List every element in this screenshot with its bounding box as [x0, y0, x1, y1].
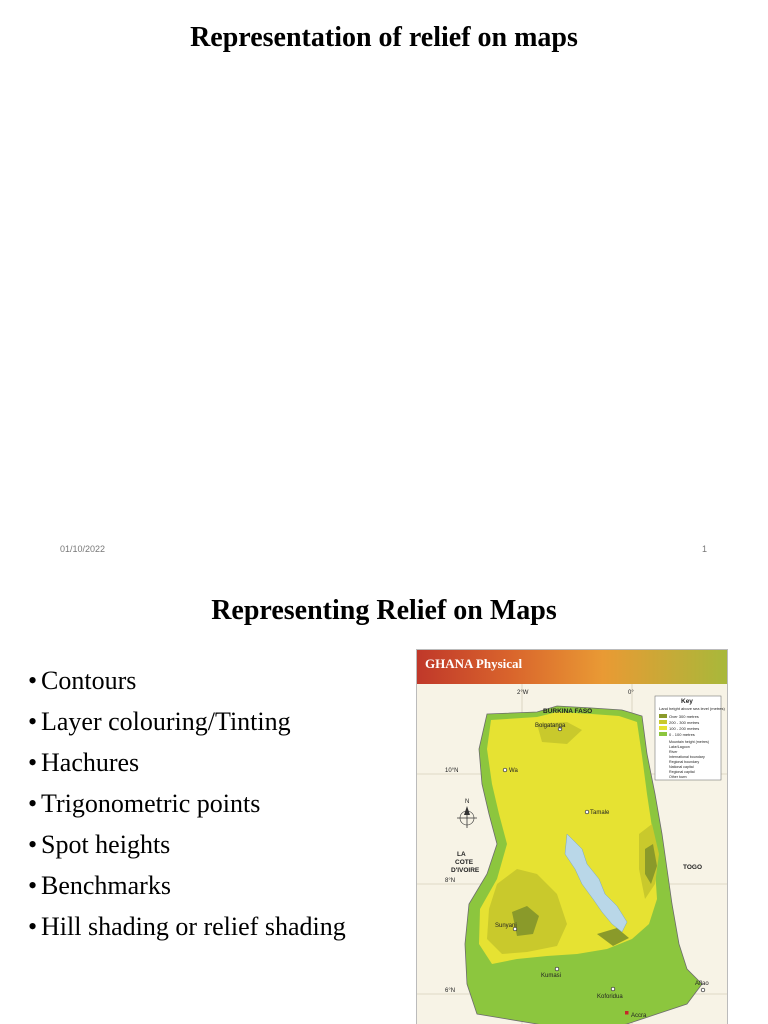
key-symbol: Lake/Lagoon — [669, 745, 690, 749]
key-item: 100 - 200 metres — [669, 726, 700, 731]
city-marker — [555, 967, 559, 971]
key-swatch — [659, 720, 667, 724]
bullet-item: • Hill shading or relief shading — [28, 906, 346, 947]
map-drawing — [417, 684, 727, 1024]
city-marker — [701, 988, 705, 992]
city-wa: Wa — [509, 768, 518, 774]
label-north: N — [465, 799, 470, 805]
key-item: 0 - 100 metres — [669, 732, 695, 737]
key-item: Over 300 metres — [669, 714, 699, 719]
capital-marker — [625, 1011, 629, 1015]
key-swatch — [659, 714, 667, 718]
label-cote-divoire: LA — [457, 851, 466, 858]
city-sunyani: Sunyani — [495, 923, 517, 929]
map-header — [417, 650, 727, 684]
bullet-symbol: • — [28, 912, 38, 941]
city-tamale: Tamale — [590, 810, 610, 816]
map-key — [655, 696, 725, 780]
bullet-symbol: • — [28, 830, 38, 859]
label-cote-divoire: D'IVOIRE — [451, 867, 480, 874]
bullet-item: • Layer colouring/Tinting — [28, 701, 346, 742]
slide-2 — [0, 565, 768, 1024]
city-koforidua: Koforidua — [597, 994, 623, 1000]
key-item: 200 - 300 metres — [669, 720, 700, 725]
bullet-item: • Spot heights — [28, 824, 346, 865]
label-lat-6n: 6°N — [445, 988, 456, 994]
key-symbol: Mountain height (metres) — [669, 740, 709, 744]
slide-page-number: 1 — [702, 544, 708, 554]
label-lat-8n: 8°N — [445, 878, 456, 884]
bullet-symbol: • — [28, 871, 38, 900]
bullet-list — [28, 660, 346, 947]
key-subtitle: Land height above sea level (metres) — [659, 706, 725, 711]
city-aflao: Aflao — [695, 981, 709, 987]
map-title: GHANA Physical — [425, 656, 523, 671]
bullet-symbol: • — [28, 707, 38, 736]
label-burkina-faso: BURKINA FASO — [543, 708, 593, 715]
bullet-symbol: • — [28, 789, 38, 818]
slide-1-title: Representation of relief on maps — [190, 22, 578, 53]
bullet-item: • Contours — [28, 660, 346, 701]
key-title: Key — [681, 698, 693, 705]
city-bolgatanga: Bolgatanga — [535, 723, 566, 729]
bullet-item: • Hachures — [28, 742, 346, 783]
city-marker — [611, 987, 615, 991]
bullet-symbol: • — [28, 666, 38, 695]
key-symbol: Regional capital — [669, 770, 695, 774]
city-marker — [585, 810, 589, 814]
key-swatch — [659, 726, 667, 730]
label-lat-10n: 10°N — [445, 768, 459, 774]
label-togo: TOGO — [683, 864, 703, 871]
label-lon-2w: 2°W — [517, 690, 529, 696]
key-symbol: River — [669, 750, 678, 754]
bullet-symbol: • — [28, 748, 38, 777]
slide-date: 01/10/2022 — [60, 544, 106, 554]
label-lon-0: 0° — [628, 690, 634, 696]
city-marker — [503, 768, 507, 772]
key-symbol: National capital — [669, 765, 694, 769]
ghana-physical-map — [416, 649, 728, 1024]
label-cote-divoire: COTE — [455, 859, 474, 866]
key-swatch — [659, 732, 667, 736]
key-symbol: International boundary — [669, 755, 705, 759]
bullet-item: • Benchmarks — [28, 865, 346, 906]
city-kumasi: Kumasi — [541, 973, 562, 979]
bullet-item: • Trigonometric points — [28, 783, 346, 824]
slide-2-title: Representing Relief on Maps — [211, 595, 557, 626]
city-accra: Accra — [631, 1013, 647, 1019]
key-symbol: Other town — [669, 775, 687, 779]
key-symbol: Regional boundary — [669, 760, 700, 764]
